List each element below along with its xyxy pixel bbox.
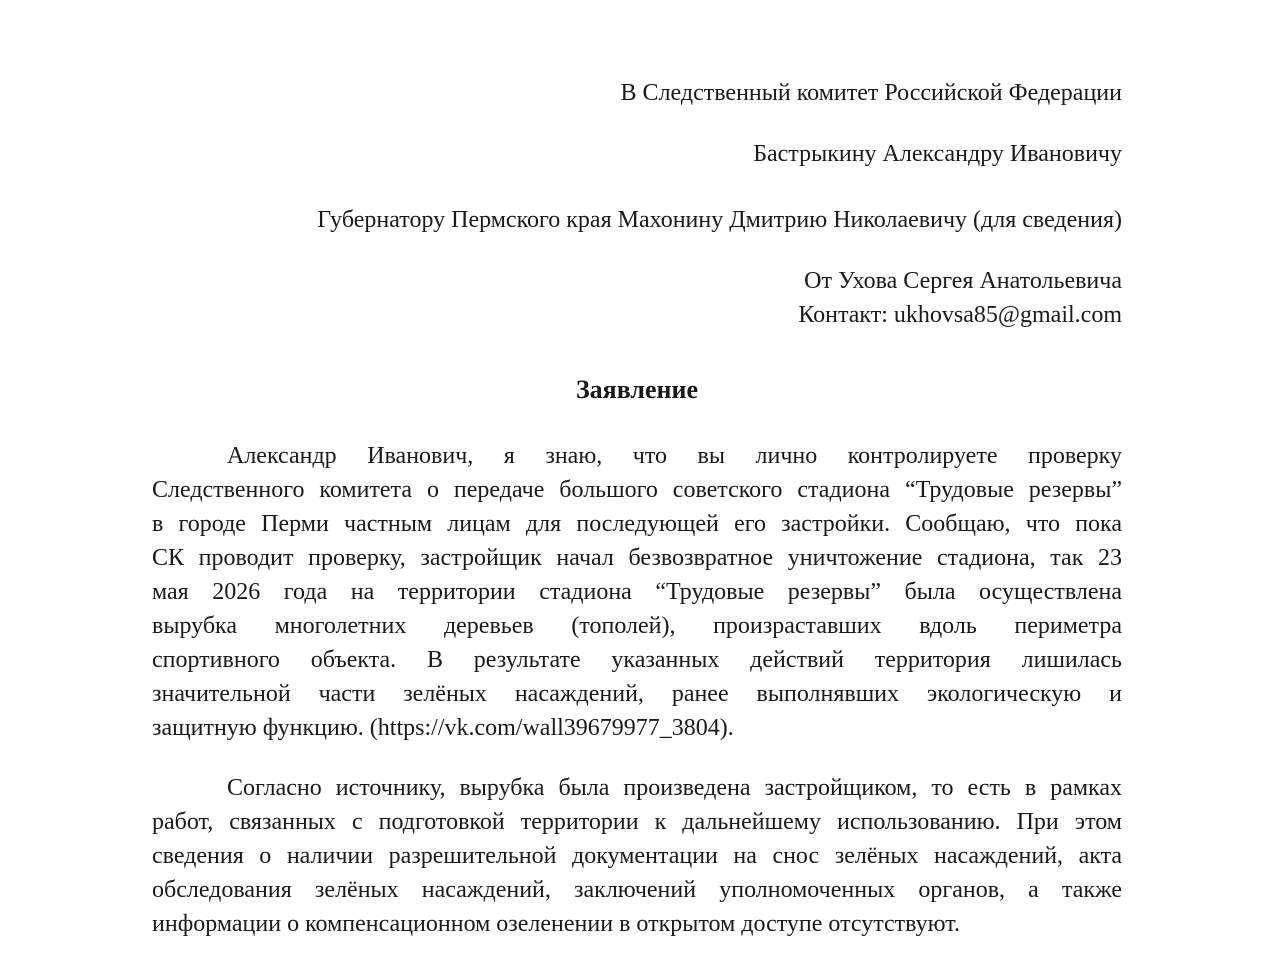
addressee-governor: Губернатору Пермского края Махонину Дмитрию Николаевичу (для сведения) <box>317 207 1122 233</box>
document-title: Заявление <box>575 375 699 404</box>
paragraph-line: сведения о наличии разрешительной документации на снос зелёных насаждений, акта <box>152 843 1122 869</box>
paragraph-line: в городе Перми частным лицам для последующей его застройки. Сообщаю, что пока <box>152 511 1122 537</box>
paragraph-line: вырубка многолетних деревьев (тополей), произраставших вдоль периметра <box>152 613 1122 639</box>
paragraph-2 <box>152 771 1122 941</box>
paragraph-line: информации о компенсационном озеленении в открытом доступе отсутствуют. <box>152 911 960 937</box>
paragraph-line: Согласно источнику, вырубка была произведена застройщиком, то есть в рамках <box>227 775 1122 801</box>
paragraph-line: работ, связанных с подготовкой территории к дальнейшему использованию. При этом <box>152 809 1122 835</box>
paragraph-line: мая 2026 года на территории стадиона “Трудовые резервы” была осуществлена <box>152 579 1122 605</box>
sender-name: От Ухова Сергея Анатольевича <box>804 268 1122 294</box>
paragraph-line: СК проводит проверку, застройщик начал безвозвратное уничтожение стадиона, так 23 <box>152 545 1122 571</box>
paragraph-line: спортивного объекта. В результате указанных действий территория лишилась <box>152 647 1122 673</box>
paragraph-line: Следственного комитета о передаче большого советского стадиона “Трудовые резервы” <box>152 477 1122 503</box>
paragraph-1 <box>152 439 1122 745</box>
addressee-investigative-committee: В Следственный комитет Российской Федерации <box>620 80 1122 106</box>
paragraph-line: защитную функцию. (https://vk.com/wall39679977_3804). <box>152 715 734 741</box>
paragraph-line: значительной части зелёных насаждений, ранее выполнявших экологическую и <box>152 681 1122 707</box>
addressee-bastrykin: Бастрыкину Александру Ивановичу <box>753 141 1122 167</box>
sender-block <box>798 264 1122 332</box>
paragraph-line: Александр Иванович, я знаю, что вы лично контролируете проверку <box>227 443 1122 469</box>
sender-contact: Контакт: ukhovsa85@gmail.com <box>798 302 1122 328</box>
paragraph-line: обследования зелёных насаждений, заключений уполномоченных органов, а также <box>152 877 1122 903</box>
